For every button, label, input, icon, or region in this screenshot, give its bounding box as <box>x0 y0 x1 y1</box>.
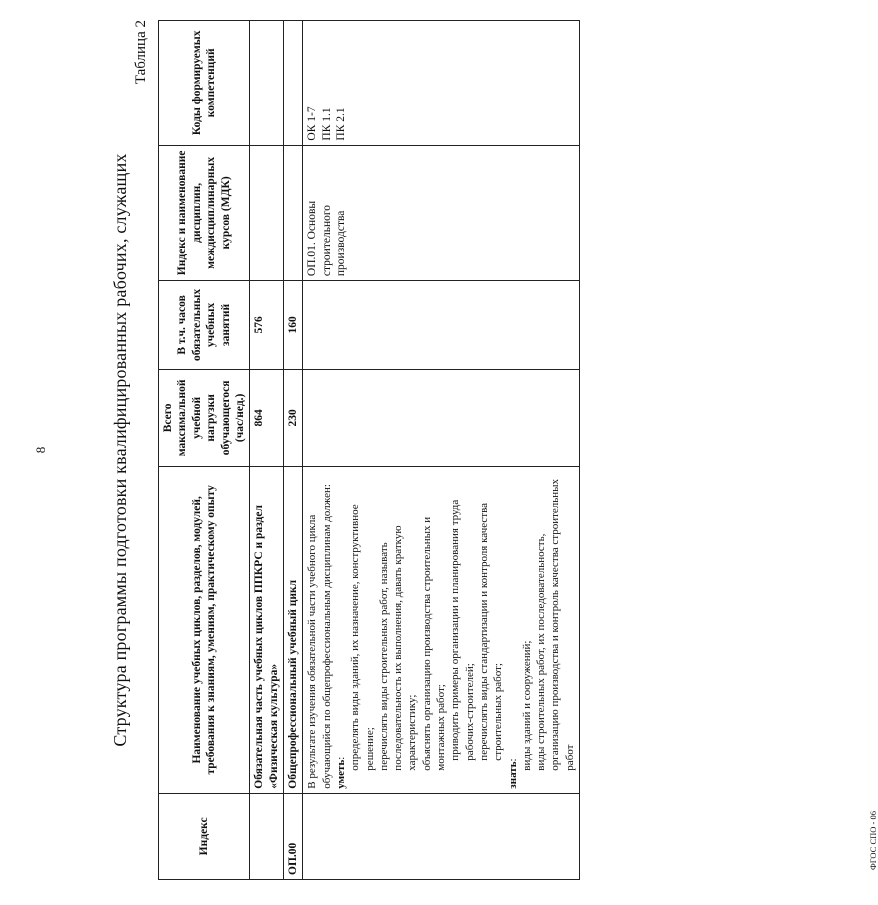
op01-know-item: виды строительных работ, их последовательность, организацию производства и контроль качества строительных работ <box>535 478 576 771</box>
footer-code: ФГОС СПО - 06 <box>868 811 878 870</box>
table-label: Таблица 2 <box>133 20 149 85</box>
op01-index <box>303 793 580 879</box>
op01-know-item: виды зданий и сооружений; <box>520 640 533 771</box>
table-header-row <box>159 21 250 880</box>
mandatory-name: Обязательная часть учебных циклов ППКРС и раздел «Физическая культура» <box>250 466 284 793</box>
general-classes: 160 <box>284 281 303 370</box>
page-title: Структура программы подготовки квалифицированных рабочих, служащих <box>110 153 130 747</box>
header-max-load: Всего максимальной учебной нагрузки обучающегося (час/нед.) <box>159 369 250 466</box>
table-row-general <box>284 21 303 880</box>
general-codes <box>284 21 303 146</box>
op01-intro: В результате изучения обязательной части учебного цикла обучающийся по общепрофессиональным дисциплинам должен: <box>306 484 333 789</box>
op01-can-item: перечислять виды строительных работ, называть последовательность их выполнения, давать краткую характеристику; <box>377 525 419 771</box>
op01-mdk: ОП.01. Основы строительного производства <box>303 145 580 280</box>
page-number: 8 <box>33 446 48 454</box>
mandatory-classes: 576 <box>250 281 284 370</box>
structure-table <box>158 20 580 880</box>
op01-max-load <box>303 369 580 466</box>
mandatory-mdk <box>250 145 284 280</box>
header-index: Индекс <box>159 793 250 879</box>
header-name: Наименование учебных циклов, разделов, модулей, требования к знаниям, умениям, практическому опыту <box>159 466 250 793</box>
general-max-load: 230 <box>284 369 303 466</box>
op01-codes <box>303 21 580 146</box>
mandatory-codes <box>250 21 284 146</box>
op01-can-label: уметь <box>334 759 347 789</box>
op01-requirements: В результате изучения обязательной части учебного цикла обучающийся по общепрофессиональным дисциплинам должен: уметь: определять виды зданий, их назначение, конструктивное решение; перечислять виды строительных работ, называть последовательность их выполнения, давать краткую характеристику; объяснять организацию производства строительных и монтажных работ; приводить примеры организации и планирования труда рабочих-строителей; перечислять виды стандартизации и контроля качества строительных работ; знать: виды зданий и сооружений; виды строительных работ, их последовательность, организацию производства и контроль качества строительных работ <box>303 466 580 793</box>
table-row-op01 <box>303 21 580 880</box>
competence-code: ОК 1-7 <box>306 106 319 141</box>
mandatory-index <box>250 793 284 879</box>
op01-can-item: объяснять организацию производства строительных и монтажных работ; <box>420 516 448 771</box>
rotated-page <box>18 20 878 880</box>
general-name: Общепрофессиональный учебный цикл <box>284 466 303 793</box>
header-mdk: Индекс и наименование дисциплин, междисциплинарных курсов (МДК) <box>159 145 250 280</box>
general-index: ОП.00 <box>284 793 303 879</box>
header-codes: Коды формируемых компетенций <box>159 21 250 146</box>
op01-can-item: определять виды зданий, их назначение, конструктивное решение; <box>349 504 376 771</box>
op01-can-item: перечислять виды стандартизации и контроля качества строительных работ; <box>477 502 505 761</box>
table-row-mandatory <box>250 21 284 880</box>
mandatory-max-load: 864 <box>250 369 284 466</box>
general-mdk <box>284 145 303 280</box>
op01-classes <box>303 281 580 370</box>
header-classes: В т.ч. часов обязательных учебных занятий <box>159 281 250 370</box>
competence-code: ПК 2.1 <box>335 107 348 141</box>
competence-code: ПК 1.1 <box>320 107 333 141</box>
op01-can-item: приводить примеры организации и планирования труда рабочих-строителей; <box>449 499 476 761</box>
op01-know-label: знать <box>506 761 519 789</box>
